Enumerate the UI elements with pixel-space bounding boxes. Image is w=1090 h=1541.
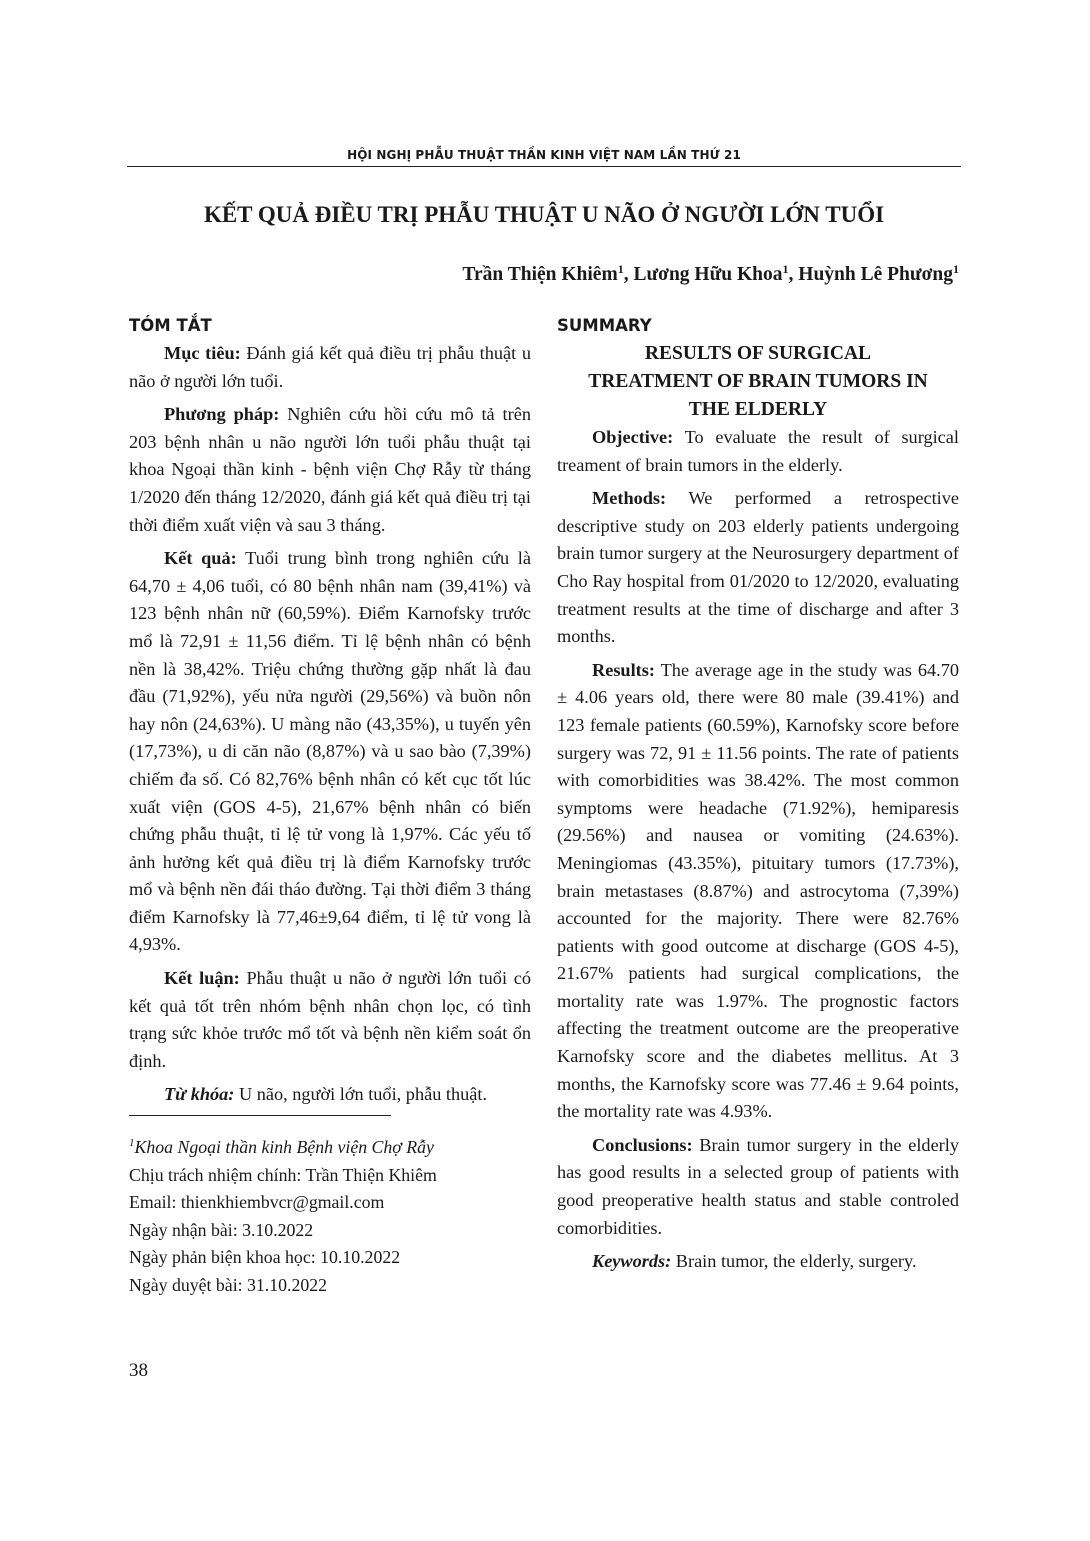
author-separator: , (623, 264, 634, 285)
summary-title-line: TREATMENT OF BRAIN TUMORS IN (588, 371, 928, 392)
methods-paragraph (557, 485, 959, 651)
summary-title-line: THE ELDERLY (688, 399, 828, 420)
results-label: Kết quả: (164, 548, 237, 569)
author-name: Huỳnh Lê Phương (798, 264, 953, 285)
results-label: Results: (592, 659, 655, 680)
keywords-label: Keywords: (592, 1251, 672, 1272)
conclusion-label: Conclusions: (592, 1134, 693, 1155)
methods-paragraph (129, 401, 531, 539)
footnote-accepted-date: Ngày duyệt bài: 31.10.2022 (129, 1275, 328, 1295)
vietnamese-abstract-column (129, 312, 531, 1300)
affiliation-text: Khoa Ngoại thần kinh Bệnh viện Chợ Rẫy (134, 1137, 434, 1158)
abstract-heading: TÓM TẮT (129, 316, 212, 335)
methods-label: Phương pháp: (164, 404, 280, 425)
footnote-mark: 1 (129, 1137, 135, 1150)
objective-text: To evaluate the result of surgical treament of brain tumors in the elderly. (557, 427, 959, 475)
author-separator: , (788, 264, 799, 285)
keywords-label: Từ khóa: (164, 1084, 235, 1105)
summary-title-line: RESULTS OF SURGICAL (644, 343, 872, 364)
methods-label: Methods: (592, 488, 667, 509)
footnote-review-date: Ngày phản biện khoa học: 10.10.2022 (129, 1247, 401, 1268)
author-affiliation-mark: 1 (782, 262, 789, 276)
english-summary-column (557, 312, 959, 1282)
methods-text: Nghiên cứu hồi cứu mô tả trên 203 bệnh nhân u não người lớn tuổi phẫu thuật tại khoa Ngoại thần kinh - bệnh viện Chợ Rẫy từ tháng 1/2020 đến tháng 12/2020, đánh giá kết quả điều trị tại thời điểm xuất viện và sau 3 tháng. (129, 404, 531, 535)
keywords-paragraph (129, 1081, 531, 1109)
objective-text: Đánh giá kết quả điều trị phẫu thuật u não ở người lớn tuổi. (129, 343, 531, 391)
methods-text: We performed a retrospective descriptive study on 203 elderly patients undergoing brain tumor surgery at the Neurosurgery department of Cho Ray hospital from 01/2020 to 12/2020, evaluating treatment results at the time of discharge and after 3 months. (557, 488, 959, 647)
objective-paragraph (129, 340, 531, 395)
conclusion-paragraph (557, 1132, 959, 1242)
objective-label: Mục tiêu: (164, 343, 241, 363)
header-rule (127, 166, 961, 167)
results-text: The average age in the study was 64.70 ± 4.06 years old, there were 80 male (39.41%) and 123 female patients (60.59%), Karnofsky score before surgery was 72, 91 ± 11.56 points. The rate of patients with comorbidities was 38.42%. The most common symptoms were headache (71.92%), hemiparesis (29.56%) and nausea or vomiting (24.63%). Meningiomas (43.35%), pituitary tumors (17.73%), brain metastases (8.87%) and astrocytoma (7,39%) accounted for the majority. There were 82.76% patients with good outcome at discharge (GOS 4-5), 21.67% patients had surgical complications, the mortality rate was 1.97%. The prognostic factors affecting the treatment outcome are the preoperative Karnofsky score and the diabetes mellitus. At 3 months, the Karnofsky score was 77.46 ± 9.64 points, the mortality rate was 4.93%. (557, 659, 959, 1122)
footnote-rule (129, 1115, 391, 1116)
article-title: KẾT QUẢ ĐIỀU TRỊ PHẪU THUẬT U NÃO Ở NGƯỜI LỚN TUỔI (203, 202, 885, 227)
author-name: Lương Hữu Khoa (633, 264, 783, 285)
author-line (462, 262, 959, 286)
conclusion-paragraph (129, 965, 531, 1075)
keywords-paragraph (557, 1248, 959, 1276)
footnote-email: Email: thienkhiembvcr@gmail.com (129, 1192, 385, 1213)
results-paragraph (557, 657, 959, 1126)
conclusion-label: Kết luận: (164, 968, 240, 989)
footnote-received-date: Ngày nhận bài: 3.10.2022 (129, 1219, 314, 1240)
author-affiliation-mark: 1 (617, 262, 624, 276)
results-paragraph (129, 545, 531, 959)
page-number: 38 (129, 1360, 148, 1381)
author-name: Trần Thiện Khiêm (462, 264, 618, 285)
conclusion-text: Phẫu thuật u não ở người lớn tuổi có kết quả tốt trên nhóm bệnh nhân chọn lọc, có tình trạng sức khỏe trước mổ tốt và bệnh nền kiểm soát ổn định. (129, 968, 531, 1071)
keywords-text: Brain tumor, the elderly, surgery. (671, 1251, 917, 1272)
summary-heading: SUMMARY (557, 316, 652, 335)
objective-label: Objective: (592, 427, 674, 447)
footnote-responsible: Chịu trách nhiệm chính: Trần Thiện Khiêm (129, 1164, 437, 1185)
author-affiliation-mark: 1 (953, 262, 959, 276)
running-header: HỘI NGHỊ PHẪU THUẬT THẦN KINH VIỆT NAM LẦN THỨ 21 (347, 148, 741, 162)
objective-paragraph (557, 424, 959, 479)
results-text: Tuổi trung bình trong nghiên cứu là 64,70 ± 4,06 tuổi, có 80 bệnh nhân nam (39,41%) và 123 bệnh nhân nữ (60,59%). Điểm Karnofsky trước mổ là 72,91 ± 11,56 điểm. Tỉ lệ bệnh nhân có bệnh nền là 38,42%. Triệu chứng thường gặp nhất là đau đầu (71,92%), yếu nửa người (29,56%) và buồn nôn hay nôn (24,63%). U màng não (43,35%), u tuyến yên (17,73%), u di căn não (8,87%) và u sao bào (7,39%) chiếm đa số. Có 82,76% bệnh nhân có kết cục tốt lúc xuất viện (GOS 4-5), 21,67% bệnh nhân có biến chứng phẫu thuật, tỉ lệ tử vong là 1,97%. Các yếu tố ảnh hưởng kết quả điều trị là điểm Karnofsky trước mổ và bệnh nền đái tháo đường. Tại thời điểm 3 tháng điểm Karnofsky là 77,46±9,64 điểm, tỉ lệ tử vong là 4,93%. (129, 548, 531, 955)
keywords-text: U não, người lớn tuổi, phẫu thuật. (234, 1084, 488, 1105)
footnote-affiliation (129, 1130, 531, 1162)
conclusion-text: Brain tumor surgery in the elderly has good results in a selected group of patients with good preoperative health status and stable controled comorbidities. (557, 1134, 959, 1238)
summary-title (557, 340, 959, 424)
